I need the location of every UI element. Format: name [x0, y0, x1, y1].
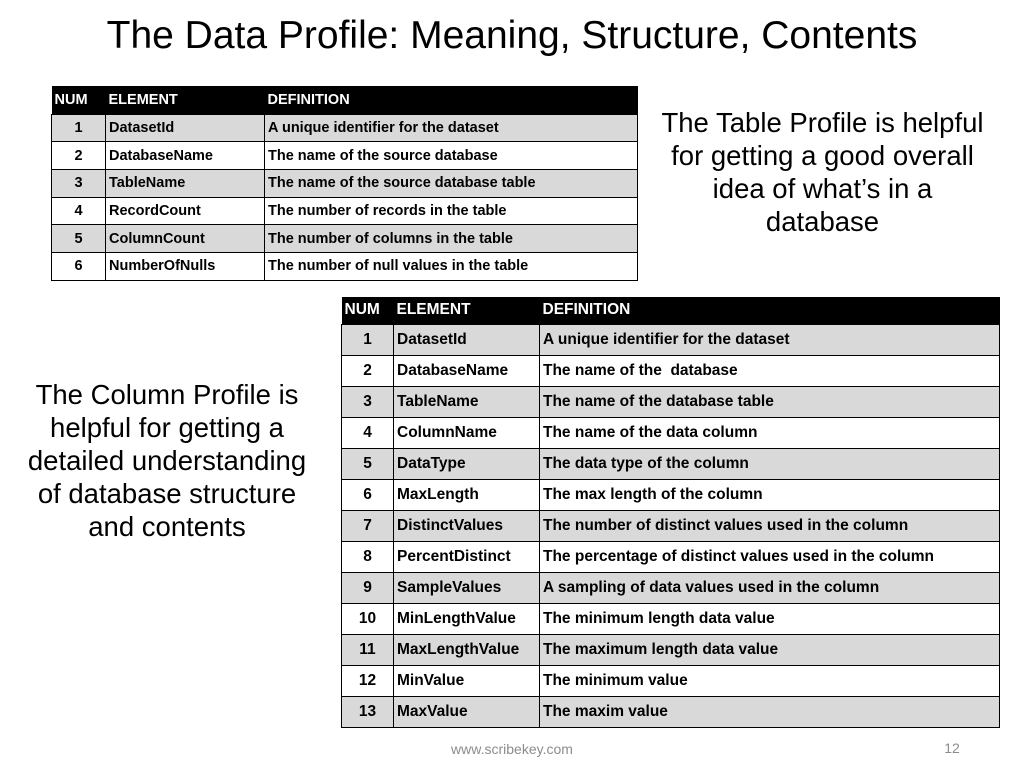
definition-cell: The name of the database [540, 355, 1000, 386]
num-cell: 9 [342, 572, 394, 603]
element-cell: DistinctValues [394, 510, 540, 541]
element-cell: TableName [106, 169, 265, 197]
num-cell: 4 [342, 417, 394, 448]
element-cell: DataType [394, 448, 540, 479]
num-cell: 8 [342, 541, 394, 572]
definition-header: DEFINITION [540, 297, 1000, 324]
element-cell: DatabaseName [106, 142, 265, 170]
column-profile-note: The Column Profile is helpful for getting a detailed understanding of database structure and contents [27, 379, 307, 542]
element-cell: PercentDistinct [394, 541, 540, 572]
footer-url: www.scribekey.com [451, 741, 573, 757]
element-cell: RecordCount [106, 197, 265, 225]
num-cell: 5 [342, 448, 394, 479]
element-header: ELEMENT [106, 86, 265, 114]
table-row [342, 541, 1000, 572]
num-header: NUM [342, 297, 394, 324]
table-profile-table [51, 86, 638, 281]
num-cell: 4 [52, 197, 106, 225]
element-cell: TableName [394, 386, 540, 417]
definition-cell: The data type of the column [540, 448, 1000, 479]
table-row [342, 448, 1000, 479]
definition-cell: The maxim value [540, 696, 1000, 727]
table-row [52, 225, 638, 253]
num-cell: 10 [342, 603, 394, 634]
table-row [342, 634, 1000, 665]
definition-cell: The name of the database table [540, 386, 1000, 417]
num-cell: 3 [342, 386, 394, 417]
definition-cell: The maximum length data value [540, 634, 1000, 665]
num-cell: 12 [342, 665, 394, 696]
table-row [342, 324, 1000, 355]
table-row [342, 386, 1000, 417]
definition-cell: The number of columns in the table [265, 225, 638, 253]
table-row [342, 355, 1000, 386]
element-cell: ColumnCount [106, 225, 265, 253]
definition-cell: The number of records in the table [265, 197, 638, 225]
column-profile-table [341, 297, 1000, 728]
definition-cell: The minimum length data value [540, 603, 1000, 634]
num-cell: 13 [342, 696, 394, 727]
table-row [52, 197, 638, 225]
element-cell: ColumnName [394, 417, 540, 448]
definition-header: DEFINITION [265, 86, 638, 114]
definition-cell: The name of the source database table [265, 169, 638, 197]
element-cell: NumberOfNulls [106, 252, 265, 280]
element-cell: DatasetId [106, 114, 265, 142]
element-cell: MinValue [394, 665, 540, 696]
definition-cell: The minimum value [540, 665, 1000, 696]
num-cell: 1 [52, 114, 106, 142]
definition-cell: The name of the data column [540, 417, 1000, 448]
definition-cell: The percentage of distinct values used in the column [540, 541, 1000, 572]
slide-title: The Data Profile: Meaning, Structure, Contents [106, 14, 918, 57]
table-row [52, 142, 638, 170]
num-header: NUM [52, 86, 106, 114]
table-row [52, 252, 638, 280]
definition-cell: A unique identifier for the dataset [540, 324, 1000, 355]
table-header-row [342, 297, 1000, 324]
element-cell: MaxValue [394, 696, 540, 727]
num-cell: 3 [52, 169, 106, 197]
num-cell: 6 [342, 479, 394, 510]
element-cell: DatabaseName [394, 355, 540, 386]
table-row [342, 696, 1000, 727]
table-row [342, 572, 1000, 603]
num-cell: 1 [342, 324, 394, 355]
table-header-row [52, 86, 638, 114]
definition-cell: The max length of the column [540, 479, 1000, 510]
table-row [342, 665, 1000, 696]
page-number: 12 [944, 740, 960, 756]
num-cell: 11 [342, 634, 394, 665]
num-cell: 2 [342, 355, 394, 386]
num-cell: 6 [52, 252, 106, 280]
definition-cell: The name of the source database [265, 142, 638, 170]
definition-cell: The number of null values in the table [265, 252, 638, 280]
table-row [52, 169, 638, 197]
definition-cell: The number of distinct values used in the column [540, 510, 1000, 541]
element-cell: MinLengthValue [394, 603, 540, 634]
table-row [342, 510, 1000, 541]
num-cell: 5 [52, 225, 106, 253]
table-row [52, 114, 638, 142]
element-cell: SampleValues [394, 572, 540, 603]
element-cell: DatasetId [394, 324, 540, 355]
definition-cell: A sampling of data values used in the column [540, 572, 1000, 603]
definition-cell: A unique identifier for the dataset [265, 114, 638, 142]
element-cell: MaxLength [394, 479, 540, 510]
num-cell: 2 [52, 142, 106, 170]
table-row [342, 417, 1000, 448]
element-header: ELEMENT [394, 297, 540, 324]
table-profile-note: The Table Profile is helpful for getting a good overall idea of what’s in a database [661, 107, 984, 237]
num-cell: 7 [342, 510, 394, 541]
table-row [342, 479, 1000, 510]
table-row [342, 603, 1000, 634]
element-cell: MaxLengthValue [394, 634, 540, 665]
